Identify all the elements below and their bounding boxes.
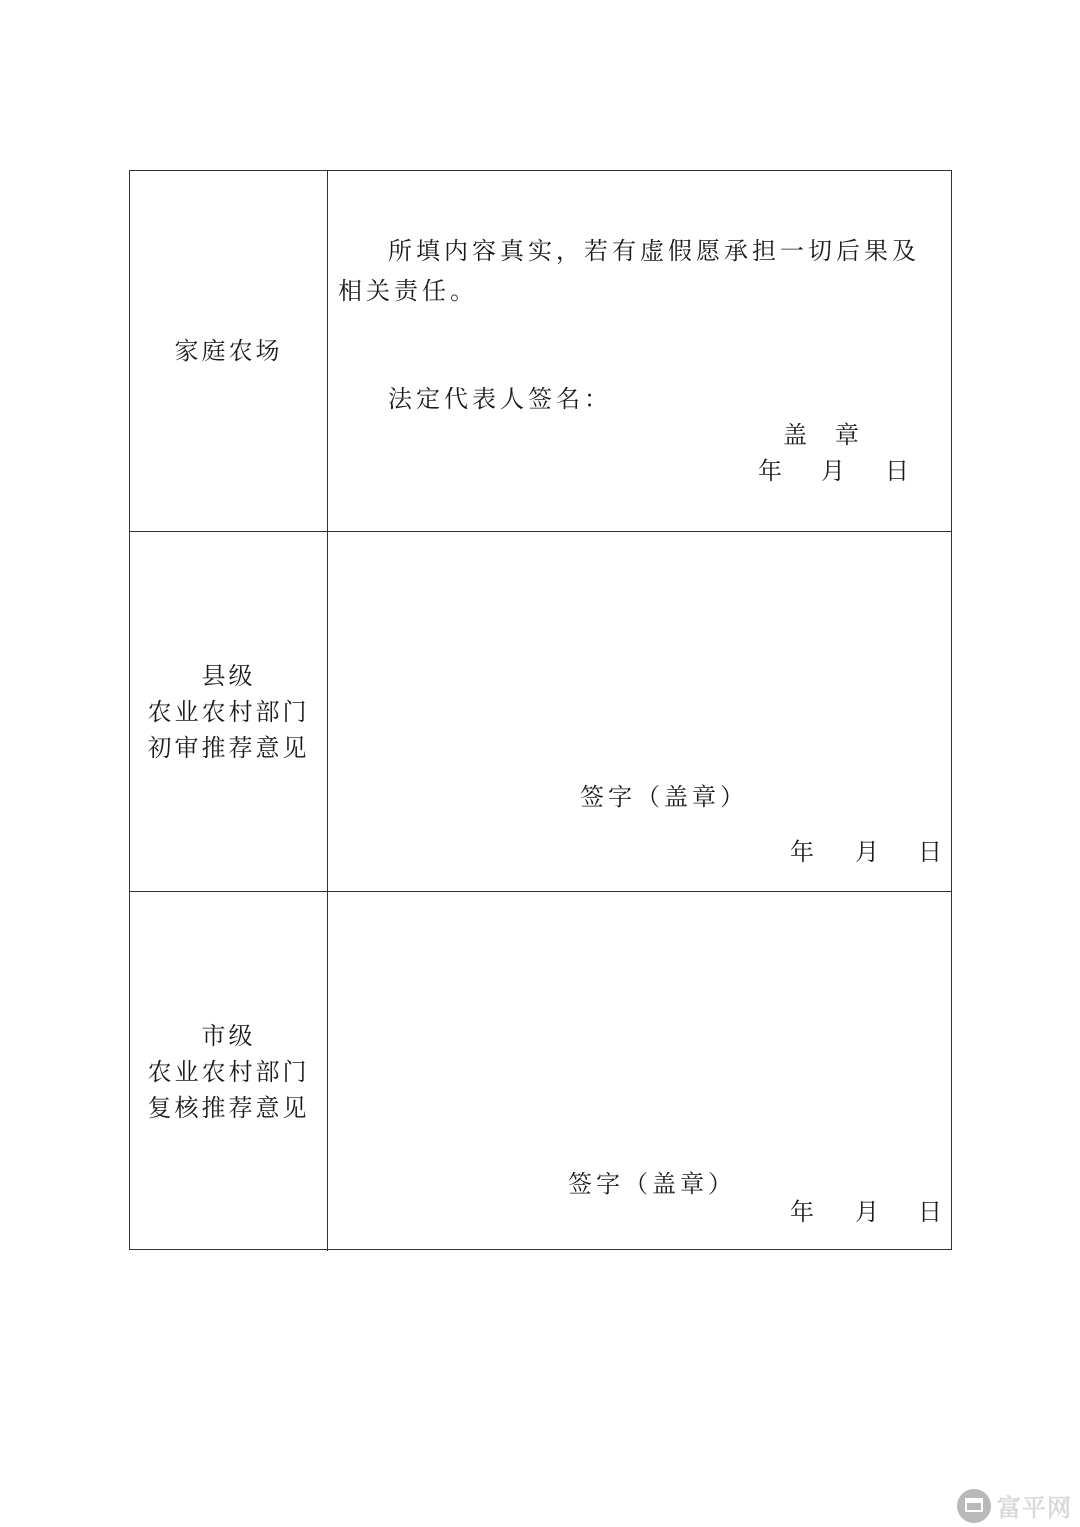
signature-seal-label: 签字（盖章） (568, 1170, 736, 1198)
label-cell-county (130, 532, 328, 891)
label-cell-city (130, 892, 328, 1251)
watermark-text: 富平网 (997, 1494, 1072, 1522)
date-day: 日 (918, 1198, 946, 1226)
row-family-farm (130, 171, 951, 531)
seal-char-2: 章 (835, 421, 863, 449)
recommendation-form-table (129, 170, 952, 1250)
label-line: 家庭农场 (174, 337, 283, 365)
legal-rep-signature-label: 法定代表人签名： (388, 385, 612, 413)
label-line: 市级 (201, 1021, 256, 1050)
date-month: 月 (821, 457, 849, 485)
date-year: 年 (758, 457, 786, 485)
label-line: 复核推荐意见 (147, 1093, 310, 1122)
content-cell-city (328, 892, 951, 1251)
content-cell-family-farm (328, 171, 951, 531)
date-day: 日 (885, 457, 913, 485)
label-cell-family-farm (130, 171, 328, 531)
declaration-text: 所填内容真实，若有虚假愿承担一切后果及相关责任。 (338, 237, 920, 305)
date-day: 日 (918, 838, 946, 866)
building-seal-icon (957, 1489, 991, 1523)
date-month: 月 (855, 1198, 883, 1226)
date-year: 年 (790, 838, 818, 866)
label-line: 县级 (201, 661, 256, 690)
label-line: 初审推荐意见 (147, 733, 310, 762)
date-month: 月 (855, 838, 883, 866)
label-line: 农业农村部门 (147, 697, 310, 726)
date-year: 年 (790, 1198, 818, 1226)
row-city-review (130, 891, 951, 1251)
seal-char-1: 盖 (783, 421, 811, 449)
signature-seal-label: 签字（盖章） (580, 783, 748, 811)
row-county-review (130, 531, 951, 891)
content-cell-county (328, 532, 951, 891)
label-line: 农业农村部门 (147, 1057, 310, 1086)
watermark-logo (957, 1488, 1072, 1523)
